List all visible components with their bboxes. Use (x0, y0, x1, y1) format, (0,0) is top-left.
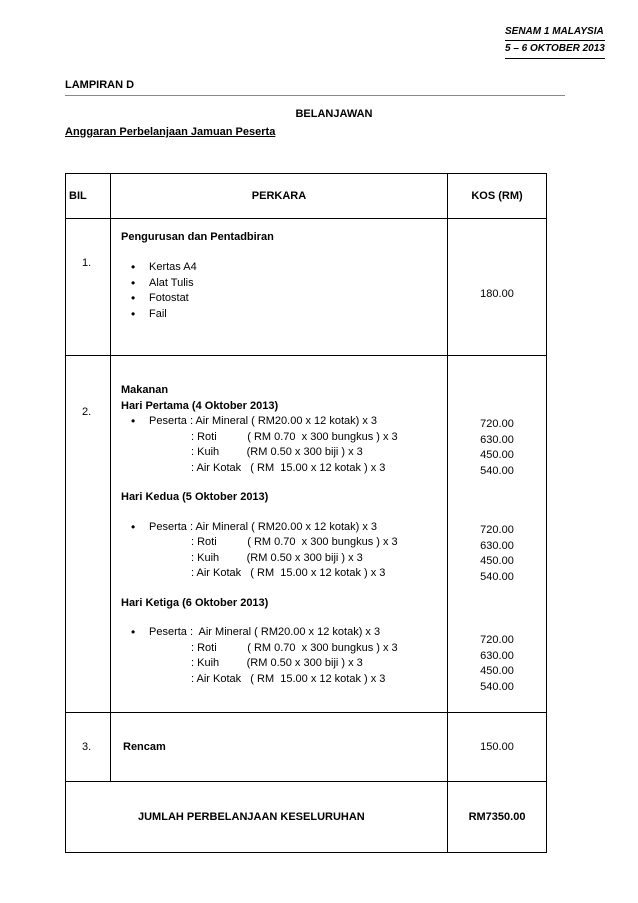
day3-kos: 720.00 (480, 634, 514, 646)
day2-kos: 450.00 (480, 555, 514, 567)
row1-bil: 1. (82, 257, 92, 269)
list-item: • Fotostat (121, 291, 447, 307)
day3-line: : Roti ( RM 0.70 x 300 bungkus ) x 3 (191, 641, 398, 654)
row2-kos-cell (448, 356, 547, 713)
row1-kos: 180.00 (480, 288, 514, 300)
day2-kos: 630.00 (480, 539, 514, 552)
budget-table (65, 173, 547, 853)
row1-heading: Pengurusan dan Pentadbiran (121, 231, 274, 243)
list-item: • Alat Tulis (121, 276, 447, 292)
day1-kos: 720.00 (480, 418, 514, 430)
list-item: • Kertas A4 (121, 260, 447, 276)
day2-peserta: • Peserta : Air Mineral ( RM20.00 x 12 kotak) x 3 (121, 520, 447, 536)
row1-kos-cell (448, 219, 547, 356)
table-header-row (66, 174, 547, 219)
row1-bil-cell (66, 219, 111, 356)
day1-kos: 630.00 (480, 433, 514, 446)
table-total-row (66, 782, 547, 853)
day1-peserta: • Peserta : Air Mineral ( RM20.00 x 12 kotak) x 3 (121, 414, 447, 430)
row2-bil-cell (66, 356, 111, 713)
table-row (66, 219, 547, 356)
day1-line: : Air Kotak ( RM 15.00 x 12 kotak ) x 3 (191, 461, 386, 474)
day1-title: Hari Pertama (4 Oktober 2013) (121, 399, 279, 412)
header-rule-bottom (505, 58, 605, 59)
day2-line: : Kuih (RM 0.50 x 300 biji ) x 3 (191, 551, 363, 564)
day2-kos: 540.00 (480, 570, 514, 583)
row3-kos: 150.00 (448, 713, 547, 782)
day1-kos: 540.00 (480, 464, 514, 477)
day1-kos: 450.00 (480, 449, 514, 461)
row3-perkara: Rencam (111, 713, 448, 782)
day3-line: : Kuih (RM 0.50 x 300 biji ) x 3 (191, 657, 363, 669)
appendix-rule (65, 95, 565, 96)
row2-heading: Makanan (121, 384, 169, 396)
header-kos: KOS (RM) (448, 174, 547, 219)
day2-list (121, 520, 447, 536)
table-row (66, 356, 547, 713)
appendix-label: LAMPIRAN D (65, 79, 135, 91)
table-row (66, 713, 547, 782)
day1-line: : Kuih (RM 0.50 x 300 biji ) x 3 (191, 446, 363, 458)
day3-line: : Air Kotak ( RM 15.00 x 12 kotak ) x 3 (191, 672, 386, 685)
day2-line: : Air Kotak ( RM 15.00 x 12 kotak ) x 3 (191, 567, 386, 579)
day3-title: Hari Ketiga (6 Oktober 2013) (121, 596, 269, 609)
row1-item-list (121, 260, 447, 322)
day1-list (121, 414, 447, 430)
day3-kos: 540.00 (480, 680, 514, 693)
day3-list (121, 625, 447, 641)
day3-kos: 450.00 (480, 665, 514, 677)
day1-line: : Roti ( RM 0.70 x 300 bungkus ) x 3 (191, 430, 398, 443)
header-bil: BIL (66, 174, 111, 219)
row2-perkara-cell (111, 356, 448, 713)
header-perkara: PERKARA (111, 174, 448, 219)
document-subtitle: Anggaran Perbelanjaan Jamuan Peserta (65, 126, 276, 138)
total-label: JUMLAH PERBELANJAAN KESELURUHAN (66, 782, 448, 853)
event-dates: 5 – 6 OKTOBER 2013 (505, 43, 605, 54)
total-kos: RM7350.00 (448, 782, 547, 853)
day2-title: Hari Kedua (5 Oktober 2013) (121, 491, 269, 503)
header-rule-top (505, 40, 605, 41)
event-name: SENAM 1 MALAYSIA (505, 26, 604, 37)
day2-kos: 720.00 (480, 524, 514, 536)
day2-line: : Roti ( RM 0.70 x 300 bungkus ) x 3 (191, 536, 398, 548)
row1-perkara-cell (111, 219, 448, 356)
day3-kos: 630.00 (480, 649, 514, 662)
document-title: BELANJAWAN (295, 108, 373, 120)
list-item: • Fail (121, 307, 447, 323)
day3-peserta: • Peserta : Air Mineral ( RM20.00 x 12 kotak) x 3 (121, 625, 447, 641)
row3-bil: 3. (66, 713, 111, 782)
row2-bil: 2. (82, 406, 92, 418)
